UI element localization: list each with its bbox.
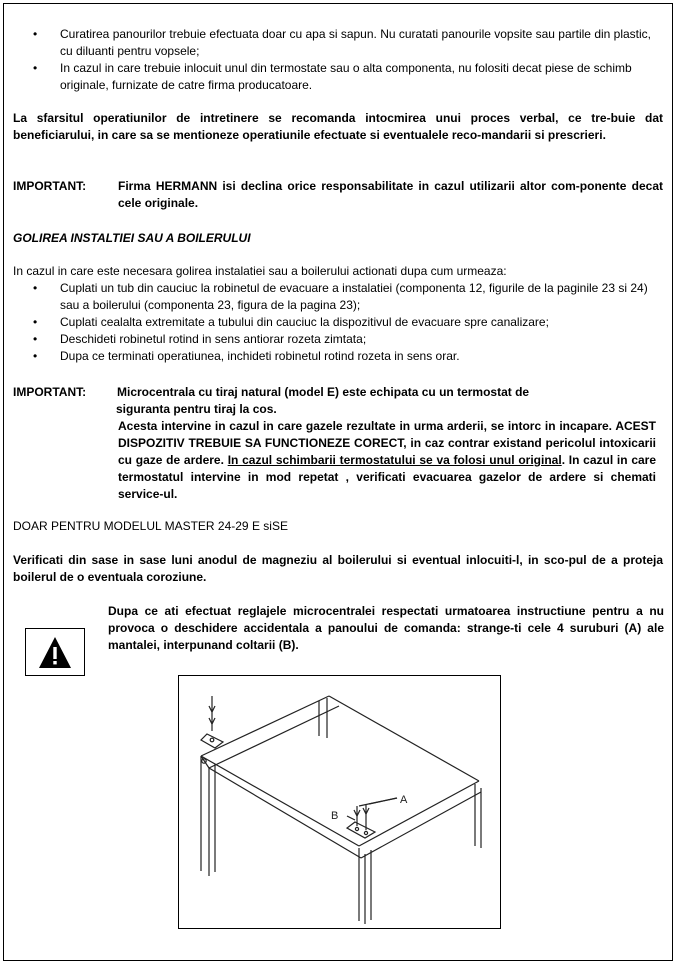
important-text: Firma HERMANN isi declina orice responsabilitate in cazul utilizarii altor com-ponente decat cele originale.	[118, 179, 663, 210]
important-notice-2	[13, 384, 668, 504]
section-heading-master: DOAR PENTRU MODELUL MASTER 24-29 E siSE	[13, 519, 288, 533]
detail-underlined: In cazul schimbarii termostatului se va folosi unul original	[227, 453, 562, 467]
warning-icon	[26, 629, 84, 675]
important-notice-1	[13, 178, 663, 212]
golire-intro-paragraph: In cazul in care este necesara golirea instalatiei sau a boilerului actionati dupa cum urmeaza:	[13, 264, 507, 278]
golire-bullet-list	[13, 280, 665, 365]
boiler-frame-drawing	[179, 676, 500, 928]
list-item: • Curatirea panourilor trebuie efectuata doar cu apa si sapun. Nu curatati panourile vopsite sau partile din plastic, cu diluanti pentru vopsele;	[13, 26, 665, 60]
adjustment-paragraph: Dupa ce ati efectuat reglajele microcentralei respectati urmatoarea instructiune pentru a nu provoca o deschidere accidentala a panoului de comanda: strange-ti cele 4 suruburi (A) ale mantalei, interpunand coltarii (B).	[108, 604, 664, 652]
important-line-2: siguranta pentru tiraj la cos.	[116, 402, 277, 416]
detail-text-end: . In cazul in care termostatul intervine in mod repetat , verificati evacuarea gazelor de ardere si chemati service-ul.	[118, 453, 657, 501]
section-heading-golire: GOLIREA INSTALTIEI SAU A BOILERULUI	[13, 231, 251, 245]
important-label: IMPORTANT:	[13, 385, 87, 399]
list-item: • Cuplati cealalta extremitate a tubului din cauciuc la dispozitivul de evacuare spre canalizare;	[13, 314, 665, 331]
list-item: • Deschideti robinetul rotind in sens antiorar rozeta zimtata;	[13, 331, 665, 348]
important-label: IMPORTANT:	[13, 179, 87, 193]
label-a: A	[400, 794, 408, 806]
list-item: • Dupa ce terminati operatiunea, inchideti robinetul rotind rozeta in sens orar.	[13, 348, 665, 365]
list-item: • In cazul in care trebuie inlocuit unul din termostate sau o alta componenta, nu folositi decat piese de schimb originale, furnizate de catre firma producatoare.	[13, 60, 665, 94]
detail-text: Acesta intervine in cazul in care gazele rezultate in urma arderii, se intorc in incapare. ACEST DISPOZITIV TREBUIE SA FUNCTIONEZE CORECT, in caz contrar existand pericolul intoxicarii cu gaze de ardere.	[118, 419, 656, 467]
warning-box	[25, 628, 85, 676]
important-line-1: Microcentrala cu tiraj natural (model E) este echipata cu un termostat de	[117, 385, 530, 399]
list-item: • Cuplati un tub din cauciuc la robinetul de evacuare a instalatiei (componenta 12, figurile de la paginile 23 si 24) sau a boilerului (componenta 23, figura de la pagina 23);	[13, 280, 665, 314]
cleaning-bullet-list	[13, 26, 665, 94]
label-b: B	[331, 810, 339, 822]
frame-figure	[178, 675, 501, 929]
important-detail	[118, 418, 656, 503]
maintenance-report-paragraph: La sfarsitul operatiunilor de intretinere se recomanda intocmirea unui proces verbal, ce tre-buie dat beneficiarului, in care sa se mentioneze operatiunile efectuate si eventualele reco-mandarii si prescrieri.	[13, 111, 663, 142]
anode-paragraph: Verificati din sase in sase luni anodul de magneziu al boilerului si eventual inlocuiti-l, in sco-pul de a proteja boilerul de o eventuala coroziune.	[13, 553, 663, 584]
